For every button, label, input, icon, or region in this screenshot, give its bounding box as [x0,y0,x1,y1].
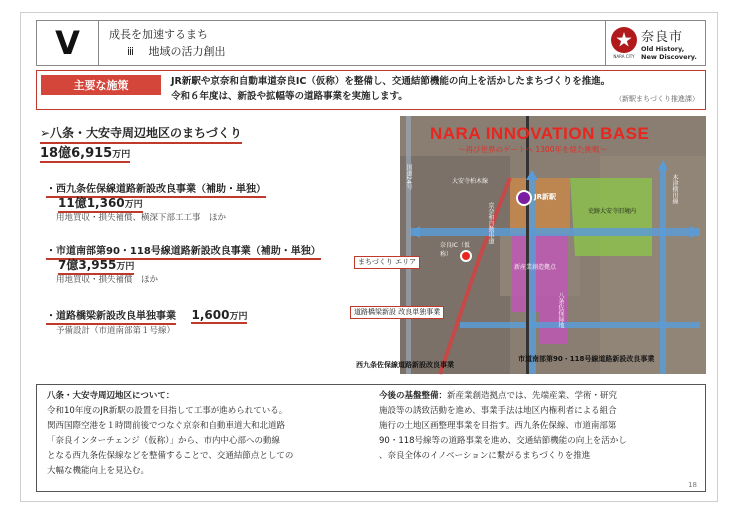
info-right-line: 施行の土地区画整理事業を目指す。西九条佐保線、市道南部第 [379,421,617,431]
project-amount-value-2: 7億3,955 [58,258,117,272]
callout-shido: 市道南部第90・118号線道路新設改良事業 [518,355,655,363]
area-title: ➢八条・大安寺周辺地区のまちづくり [40,124,242,144]
area-amount-value: 18億6,915 [40,146,113,161]
policy-line-1: JR新駅や京奈和自動車道奈良IC（仮称）を整備し、交通結節機能の向上を活かしたまちづくりを推進。 [171,76,611,87]
callout-nishikujo: 西九条佐保線道路新設改良事業 [356,361,454,369]
project-amount-value-3: 1,600 [191,308,230,322]
map-label-green: 八条佐保緑地 [557,292,564,328]
info-left-line: 「奈良インターチェンジ（仮称）」から、市内中心部への動線 [47,436,280,446]
callout-machizukuri: まちづくり エリア [354,256,420,269]
project-amount-unit-3: 万円 [229,312,248,322]
policy-line-2: 令和６年度は、新設や拡幅等の道路事業を実施します。 [171,91,408,102]
info-right-first [379,389,701,404]
policy-note: （新駅まちづくり推進課） [615,95,699,103]
project-name-2: ・市道南部第90・118号線道路新設改良事業（補助・単独） [46,242,321,260]
section-subtitle: ⅲ 地域の活力創出 [127,45,226,58]
project-note-1: 用地買収・損失補償、横深下部工工事 ほか [56,213,227,223]
map-image [354,116,706,374]
map-label-road-daian: 大安寺柏木線 [452,178,489,185]
info-left [47,389,367,479]
project-amount-unit-2: 万円 [116,262,135,272]
info-left-line: 関西国際空港を１時間前後でつなぐ京奈和自動車道大和北道路 [47,421,286,431]
callout-bridge: 道路橋梁新設 改良単独事業 [350,306,444,319]
page-header [36,20,706,66]
seal-icon [611,27,637,53]
policy-label: 主要な施策 [41,75,161,95]
project-item-3 [46,307,247,325]
map-label-route24: 国道24号 [405,164,412,190]
info-right-line: 、奈良全体のイノベーションに繋がるまちづくりを推進 [379,451,591,461]
page-number: 18 [688,481,697,489]
map-label-jr-station: JR新駅 [534,193,556,201]
info-box [36,384,706,492]
project-amount-unit-1: 万円 [124,200,143,210]
info-left-line: 大幅な機能向上を見込む。 [47,466,150,476]
project-name-1: ・西九条佐保線道路新設改良事業（補助・単独） [46,180,266,198]
section-number: V [37,21,99,65]
info-right-line: 新産業創造拠点では、先端産業、学術・研究 [447,391,618,401]
map-subtitle: 〜再び世界のゲートへ 1300年を経た挑戦〜 [458,145,607,154]
info-right-heading: 今後の基盤整備： [379,391,448,401]
project-note-2: 用地買収・損失補償 ほか [56,275,159,285]
info-right-line: 90・118号線等の道路事業を進め、交通結節機能の向上を活かし [379,436,627,446]
seal-caption: NARA CITY [613,54,635,59]
policy-text [171,74,610,104]
city-seal [611,27,637,59]
logo-tagline-1: Old History, [641,44,685,53]
map-label-park: 史跡大安寺旧境内 [588,208,637,215]
area-amount-unit: 万円 [112,150,131,160]
map-label-keinawa: 京奈和自動車道 [487,202,494,244]
logo-text [641,26,697,61]
map-title: NARA INNOVATION BASE [430,124,650,143]
project-note-3: 予備設計（市道南部第１号線） [56,326,176,336]
map-label-nara-ic: 奈良IC（仮称） [440,242,470,258]
policy-box [36,70,706,110]
info-left-line: 令和10年度のJR新駅の設置を目指して工事が進められている。 [47,406,288,416]
area-amount [40,142,130,163]
info-right-line: 施設等の誘致活動を進め、事業手法は地区内権利者による組合 [379,406,617,416]
section-title: 成長を加速するまち [109,28,208,41]
city-logo [605,21,705,65]
project-amount-3 [191,308,247,324]
info-right [379,389,701,464]
project-name-3: ・道路橋梁新設改良単独事業 [46,307,176,325]
info-left-heading: 八条・大安寺周辺地区について： [47,391,175,401]
project-amount-value-1: 11億1,360 [58,196,125,210]
info-left-line: となる西九条佐保線などを整備することで、交通結節点としての [47,451,294,461]
logo-city-name: 奈良市 [641,29,684,45]
logo-tagline-2: New Discovery. [641,52,697,61]
map-label-kizu: 木津横田線 [671,174,678,204]
header-titles [99,21,605,65]
map-label-innovation: 新産業創造拠点 [514,264,557,271]
